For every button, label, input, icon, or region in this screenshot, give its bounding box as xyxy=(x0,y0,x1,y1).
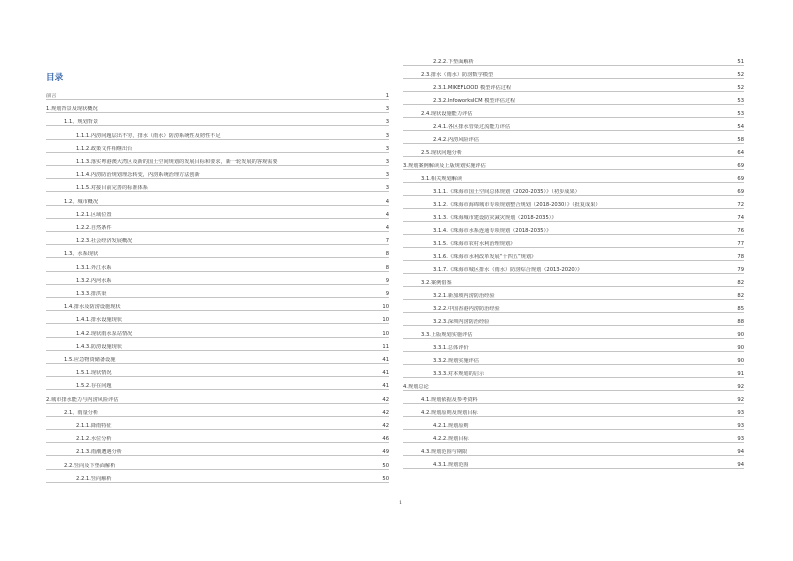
toc-entry-title: 3.1.5.《珠海市农村水利治理规划》 xyxy=(433,241,516,247)
toc-entry-title: 1.5.1.现状情况 xyxy=(76,370,112,377)
toc-entry-page: 74 xyxy=(737,215,744,221)
toc-entry-title: 4.2.规划原则及规划目标 xyxy=(421,410,478,416)
toc-entry[interactable] xyxy=(403,148,744,157)
toc-entry-page: 69 xyxy=(737,163,744,169)
toc-entry[interactable] xyxy=(403,447,744,456)
toc-entry-title: 1.4.1.排水设施现状 xyxy=(76,317,122,324)
toc-entry[interactable] xyxy=(46,302,389,311)
toc-entry-page: 42 xyxy=(382,423,389,429)
toc-entry[interactable] xyxy=(403,356,744,365)
toc-entry-title: 2.1.3.雨潮遭遇分析 xyxy=(76,449,122,456)
toc-entry-title: 2.2.1.竖向解析 xyxy=(76,475,112,482)
toc-entry-page: 69 xyxy=(737,176,744,182)
toc-entry-page: 52 xyxy=(737,85,744,91)
toc-entry-title: 3.1.2.《珠海市海绵城市专项规划整合规划（2018-2030）》（批复成果） xyxy=(433,202,601,208)
toc-entry-page: 10 xyxy=(382,330,389,337)
toc-entry-page: 4 xyxy=(385,211,389,218)
toc-entry-page: 93 xyxy=(737,436,744,442)
toc-entry-page: 69 xyxy=(737,189,744,195)
toc-entry[interactable] xyxy=(403,200,744,209)
toc-entry-page: 53 xyxy=(737,111,744,117)
toc-entry-title: 1.2.2.自然条件 xyxy=(76,225,112,231)
toc-entry[interactable] xyxy=(403,70,744,79)
toc-entry[interactable] xyxy=(46,434,389,443)
toc-entry-title: 3.2.3.深圳内涝防治经验 xyxy=(433,319,490,325)
toc-entry[interactable] xyxy=(46,368,389,377)
toc-entry-page: 52 xyxy=(737,72,744,78)
toc-entry-title: 3.1.4.《珠海市水系连通专项规划（2018-2035）》 xyxy=(433,228,552,234)
toc-entry-page: 11 xyxy=(382,343,389,350)
toc-entry[interactable] xyxy=(46,461,389,470)
toc-entry-page: 3 xyxy=(385,145,389,152)
toc-entry-title: 1.2.3.社会经济发展概况 xyxy=(76,238,133,245)
toc-entry[interactable] xyxy=(46,236,389,245)
toc-entry[interactable] xyxy=(403,291,744,300)
toc-entry-page: 92 xyxy=(737,384,744,390)
toc-entry-title: 1.3.1.外江水系 xyxy=(76,264,112,271)
toc-entry-page: 46 xyxy=(382,436,389,443)
toc-entry-title: 2.城市排水能力与内涝风险评估 xyxy=(46,396,119,403)
toc-entry[interactable] xyxy=(403,304,744,313)
toc-entry-title: 4.2.2.规划目标 xyxy=(433,436,469,442)
toc-entry[interactable] xyxy=(403,213,744,222)
toc-entry-page: 79 xyxy=(737,267,744,273)
toc-entry-title: 3.1.7.《珠海市城区排水（雨水）防涝综合规划（2013-2020）》 xyxy=(433,267,583,273)
toc-entry-title: 2.2.2.下垫面解析 xyxy=(433,59,474,65)
toc-entry[interactable] xyxy=(46,395,389,404)
toc-entry-page: 50 xyxy=(382,475,389,482)
toc-entry[interactable] xyxy=(46,408,389,417)
toc-entry-page: 90 xyxy=(737,358,744,364)
toc-entry-page: 3 xyxy=(385,106,389,113)
toc-entry-page: 10 xyxy=(382,304,389,311)
toc-entry-page: 93 xyxy=(737,423,744,429)
toc-entry-title: 1.2.1.区域位置 xyxy=(76,211,112,218)
toc-entry-page: 42 xyxy=(382,396,389,403)
toc-entry[interactable] xyxy=(403,57,744,66)
toc-entry-title: 2.3.排水（雨水）防涝数学模型 xyxy=(421,72,494,78)
toc-entry-title: 1.5.应急物资储备设施 xyxy=(64,357,116,363)
toc-entry-page: 3 xyxy=(385,159,389,165)
toc-entry-page: 93 xyxy=(737,410,744,416)
toc-entry-title: 1.1.5.对接目前完善的标准体系 xyxy=(76,185,148,192)
toc-title: 目录 xyxy=(46,73,64,83)
toc-entry[interactable] xyxy=(46,447,389,456)
toc-entry[interactable] xyxy=(403,434,744,443)
toc-entry[interactable] xyxy=(46,276,389,285)
toc-entry-title: 1.5.2.存在问题 xyxy=(76,383,112,390)
toc-entry-page: 76 xyxy=(737,228,744,234)
toc-entry[interactable] xyxy=(403,109,744,118)
toc-entry-page: 91 xyxy=(737,371,744,377)
toc-entry-page: 4 xyxy=(385,225,389,231)
toc-entry-page: 8 xyxy=(385,264,389,271)
toc-entry-page: 9 xyxy=(385,291,389,297)
toc-entry-title: 3.1.3.《珠海城市建设防灾减灾规划（2018-2035）》 xyxy=(433,215,557,221)
toc-entry-title: 1.4.3.防涝设施现状 xyxy=(76,343,122,350)
toc-entry[interactable] xyxy=(403,421,744,430)
toc-entry-title: 1.3.3.排洪渠 xyxy=(76,291,107,297)
toc-entry-title: 4.3.规划范围与期限 xyxy=(421,449,468,455)
toc-entry-page: 85 xyxy=(737,306,744,312)
toc-entry[interactable] xyxy=(46,104,389,113)
toc-entry-title: 3.2.2.中国香港内涝防治经验 xyxy=(433,306,500,312)
toc-entry[interactable] xyxy=(403,317,744,326)
toc-column-right xyxy=(403,57,744,497)
page-number: 1 xyxy=(399,500,403,506)
toc-entry-page: 10 xyxy=(382,317,389,324)
toc-entry-title: 3.3.上版规划实施评估 xyxy=(421,332,473,338)
toc-entry-page: 41 xyxy=(382,370,389,377)
toc-entry[interactable] xyxy=(46,315,389,324)
toc-entry[interactable] xyxy=(403,369,744,378)
toc-entry-title: 2.4.1.各区排水管渠过流能力评估 xyxy=(433,124,511,130)
toc-entry-page: 41 xyxy=(382,357,389,363)
toc-entry[interactable] xyxy=(46,131,389,140)
toc-entry-page: 90 xyxy=(737,345,744,351)
toc-entry[interactable] xyxy=(46,263,389,272)
toc-entry[interactable] xyxy=(403,460,744,469)
toc-entry[interactable] xyxy=(46,157,389,166)
toc-entry[interactable] xyxy=(403,161,744,170)
toc-entry[interactable] xyxy=(403,408,744,417)
toc-entry-title: 2.5.现状问题分析 xyxy=(421,150,463,156)
toc-entry[interactable] xyxy=(403,187,744,196)
toc-entry[interactable] xyxy=(46,355,389,364)
toc-entry-title: 1.3、水系现状 xyxy=(64,251,99,258)
toc-entry-page: 94 xyxy=(737,462,744,468)
toc-entry-page: 3 xyxy=(385,119,389,126)
toc-entry-page: 3 xyxy=(385,172,389,179)
toc-entry-page: 94 xyxy=(737,449,744,455)
toc-entry-page: 41 xyxy=(382,383,389,390)
toc-entry-page: 8 xyxy=(385,251,389,258)
toc-entry-page: 82 xyxy=(737,293,744,299)
toc-entry[interactable] xyxy=(403,96,744,105)
toc-entry-title: 3.规划案例解读及上版规划实施评估 xyxy=(403,163,486,169)
toc-entry-title: 3.1.1.《珠海市国土空间总体规划（2020-2035）》（初步成果） xyxy=(433,189,580,195)
toc-entry-page: 54 xyxy=(737,124,744,130)
toc-entry[interactable] xyxy=(403,122,744,131)
toc-entry-page: 53 xyxy=(737,98,744,104)
toc-entry-title: 1.1.3.落实粤港澳大湾区及新的国土空间规划的发展目标和要求，新一轮发展的客观需要 xyxy=(76,159,278,165)
toc-entry-title: 2.3.1.MIKEFLOOD 模型评估过程 xyxy=(433,85,512,91)
toc-entry-page: 51 xyxy=(737,59,744,65)
toc-entry-title: 2.1.2.水位分析 xyxy=(76,436,112,443)
toc-entry[interactable] xyxy=(403,343,744,352)
toc-entry-page: 49 xyxy=(382,449,389,456)
toc-entry-page: 90 xyxy=(737,332,744,338)
toc-entry-title: 4.2.1.规划原则 xyxy=(433,423,469,429)
toc-entry[interactable] xyxy=(403,135,744,144)
toc-entry[interactable] xyxy=(403,330,744,339)
toc-entry-page: 82 xyxy=(737,280,744,286)
toc-entry[interactable] xyxy=(46,249,389,258)
toc-entry-title: 1.规划背景及现状概况 xyxy=(46,106,98,113)
toc-entry-title: 1.1.4.内涝防治规划理念转变，内涝系统治理方法创新 xyxy=(76,172,200,179)
toc-entry-title: 1.4.排水及防涝设施现状 xyxy=(64,304,121,311)
toc-entry-page: 64 xyxy=(737,150,744,156)
toc-entry-title: 1.1.1.内涝问题层出不穷，排水（雨水）防涝系统性及韧性不足 xyxy=(76,132,221,139)
toc-entry-title: 3.3.3.对本规划的启示 xyxy=(433,371,485,377)
toc-entry-page: 3 xyxy=(385,185,389,192)
toc-entry[interactable] xyxy=(403,252,744,261)
toc-entry-page: 78 xyxy=(737,254,744,260)
toc-entry-title: 2.1、雨量分析 xyxy=(64,409,99,416)
toc-entry-page: 50 xyxy=(382,462,389,469)
toc-entry[interactable] xyxy=(46,210,389,219)
toc-entry[interactable] xyxy=(46,289,389,298)
toc-entry-title: 3.2.1.新加坡内涝防治经验 xyxy=(433,293,495,299)
toc-entry-title: 1.4.2.现状雨水泵站情况 xyxy=(76,330,133,337)
toc-entry-page: 88 xyxy=(737,319,744,325)
toc-entry[interactable] xyxy=(46,342,389,351)
toc-entry[interactable] xyxy=(403,226,744,235)
toc-entry-page: 4 xyxy=(385,198,389,205)
toc-entry-title: 1.1、规划背景 xyxy=(64,119,99,126)
toc-entry-title: 2.4.2.内涝风险评估 xyxy=(433,137,479,143)
toc-entry-page: 92 xyxy=(737,397,744,403)
toc-entry-title: 4.3.1.规划范围 xyxy=(433,462,469,468)
toc-entry-page: 1 xyxy=(385,93,389,99)
toc-entry-title: 4.规划总论 xyxy=(403,384,429,390)
toc-entry-title: 1.2、城市概况 xyxy=(64,198,99,205)
toc-entry-title: 3.3.1.总体评价 xyxy=(433,345,469,351)
toc-entry-title: 2.2.竖向及下垫面解析 xyxy=(64,462,116,469)
toc-entry[interactable] xyxy=(46,91,389,100)
toc-entry[interactable] xyxy=(403,382,744,391)
toc-entry-page: 3 xyxy=(385,132,389,139)
toc-entry-page: 58 xyxy=(737,137,744,143)
toc-entry[interactable] xyxy=(46,144,389,153)
toc-entry-title: 3.2.案例借鉴 xyxy=(421,280,452,286)
toc-entry[interactable] xyxy=(46,421,389,430)
toc-entry[interactable] xyxy=(403,239,744,248)
toc-entry-page: 9 xyxy=(385,277,389,284)
toc-entry-page: 7 xyxy=(385,238,389,245)
toc-entry[interactable] xyxy=(46,329,389,338)
toc-entry-title: 3.1.相关规划解读 xyxy=(421,176,463,182)
toc-entry[interactable] xyxy=(46,474,389,483)
toc-entry[interactable] xyxy=(403,174,744,183)
toc-entry-page: 42 xyxy=(382,409,389,416)
toc-entry[interactable] xyxy=(46,223,389,232)
toc-entry[interactable] xyxy=(46,117,389,126)
toc-entry[interactable] xyxy=(403,265,744,274)
toc-entry-title: 4.1.规划依据及参考资料 xyxy=(421,397,478,403)
toc-entry-title: 2.1.1.降雨特征 xyxy=(76,423,112,429)
toc-entry[interactable] xyxy=(46,381,389,390)
toc-entry[interactable] xyxy=(403,395,744,404)
toc-entry[interactable] xyxy=(46,183,389,192)
toc-entry-title: 前言 xyxy=(46,93,57,99)
toc-entry[interactable] xyxy=(403,83,744,92)
toc-entry-page: 72 xyxy=(737,202,744,208)
toc-entry-title: 3.1.6.《珠海市水利改革发展“十四五”规划》 xyxy=(433,254,537,260)
toc-entry-title: 1.1.2.政策文件相继出台 xyxy=(76,145,133,152)
toc-entry[interactable] xyxy=(403,278,744,287)
toc-entry-page: 77 xyxy=(737,241,744,247)
toc-entry-title: 1.3.2.内河水系 xyxy=(76,277,112,284)
toc-entry-title: 2.3.2.InfoworksICM 模型评估过程 xyxy=(433,98,516,104)
toc-column-left xyxy=(46,91,389,491)
toc-entry[interactable] xyxy=(46,197,389,206)
toc-entry-title: 3.3.2.规划实施评估 xyxy=(433,358,479,364)
toc-entry-title: 2.4.现状设施能力评估 xyxy=(421,111,473,117)
toc-entry[interactable] xyxy=(46,170,389,179)
